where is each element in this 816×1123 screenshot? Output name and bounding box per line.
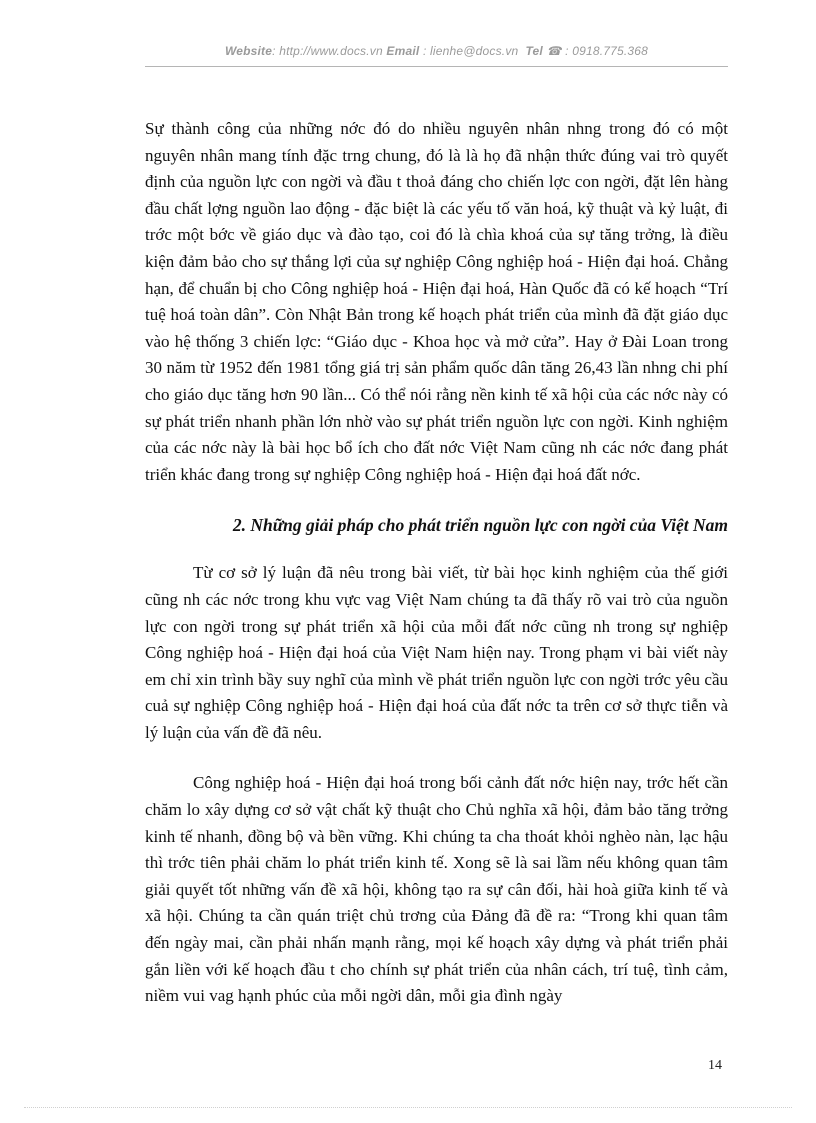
footer-divider <box>24 1107 792 1108</box>
email-label: Email <box>386 44 420 58</box>
email-value: : lienhe@docs.vn <box>419 44 519 58</box>
paragraph-2: Từ cơ sở lý luận đã nêu trong bài viết, từ bài học kinh nghiệm của thế giới cũng nh các nớc trong khu vực vag Việt Nam chúng ta đã thấy rõ vai trò của nguồn lực con ngời trong sự phát triển xã hội của mỗi đất nớc cũng nh trong sự nghiệp Công nghiệp hoá - Hiện đại hoá của Việt Nam hiện nay. Trong phạm vi bài viết này em chỉ xin trình bầy suy nghĩ của mình về phát triển nguồn lực con ngời trớc yêu cầu cuả sự nghiệp Công nghiệp hoá - Hiện đại hoá của đất nớc ta trên cơ sở thực tiễn và lý luận của vấn đề đã nêu. <box>145 563 728 742</box>
tel-label: Tel <box>525 44 543 58</box>
tel-value: ☎ : 0918.775.368 <box>542 44 649 58</box>
page-header <box>145 44 728 58</box>
page-body <box>145 116 728 1010</box>
page-number: 14 <box>708 1058 722 1073</box>
paragraph-1: Sự thành công của những nớc đó do nhiều nguyên nhân nhng trong đó có một nguyên nhân mang tính đặc trng chung, đó là là họ đã nhận thức đúng vai trò quyết định của nguồn lực con ngời và đầu t thoả đáng cho chiến lợc con ngời, đặt lên hàng đầu chất lợng nguồn lao động - đặc biệt là các yếu tố văn hoá, kỹ thuật và kỷ luật, đi trớc một bớc về giáo dục và đào tạo, coi đó là chìa khoá của sự tăng trởng, là điều kiện đảm bảo cho sự thắng lợi của sự nghiệp Công nghiệp hoá - Hiện đại hoá. Chẳng hạn, để chuẩn bị cho Công nghiệp hoá - Hiện đại hoá, Hàn Quốc đã có kế hoạch “Trí tuệ hoá toàn dân”. Còn Nhật Bản trong kế hoạch phát triển của mình đã đặt giáo dục vào hệ thống 3 chiến lợc: “Giáo dục - Khoa học và mở cửa”. Hay ở Đài Loan trong 30 năm từ 1952 đến 1981 tổng giá trị sản phẩm quốc dân tăng 26,43 lần nhng chi phí cho giáo dục tăng hơn 90 lần... Có thể nói rằng nền kinh tế xã hội của các nớc này có sự phát triển nhanh phần lớn nhờ vào sự phát triển nguồn lực con ngời. Kinh nghiệm của các nớc này là bài học bổ ích cho đất nớc Việt Nam cũng nh các nớc đang phát triển khác đang trong sự nghiệp Công nghiệp hoá - Hiện đại hoá đất nớc. <box>145 119 728 484</box>
website-label: Website <box>224 44 273 58</box>
website-value: : http://www.docs.vn <box>272 44 383 58</box>
paragraph-3: Công nghiệp hoá - Hiện đại hoá trong bối cảnh đất nớc hiện nay, trớc hết cần chăm lo xây dựng cơ sở vật chất kỹ thuật cho Chủ nghĩa xã hội, đảm bảo tăng trởng kinh tế nhanh, đồng bộ và bền vững. Khi chúng ta cha thoát khỏi nghèo nàn, lạc hậu thì trớc tiên phải chăm lo phát triển kinh tế. Xong sẽ là sai lầm nếu không quan tâm giải quyết tốt những vấn đề xã hội, không tạo ra sự cân đối, hài hoà giữa kinh tế và xã hội. Chúng ta cần quán triệt chủ trơng của Đảng đã đề ra: “Trong khi quan tâm đến ngày mai, cần phải nhấn mạnh rằng, mọi kế hoạch xây dựng và phát triển phải gắn liền với kế hoạch đầu t cho chính sự phát triển của nhân cách, trí tuệ, tình cảm, niềm vui vag hạnh phúc của mỗi ngời dân, mỗi gia đình ngày <box>145 773 728 1006</box>
header-divider <box>145 66 728 67</box>
section-heading: 2. Những giải pháp cho phát triển nguồn lực con ngời của Việt Nam <box>232 515 728 536</box>
